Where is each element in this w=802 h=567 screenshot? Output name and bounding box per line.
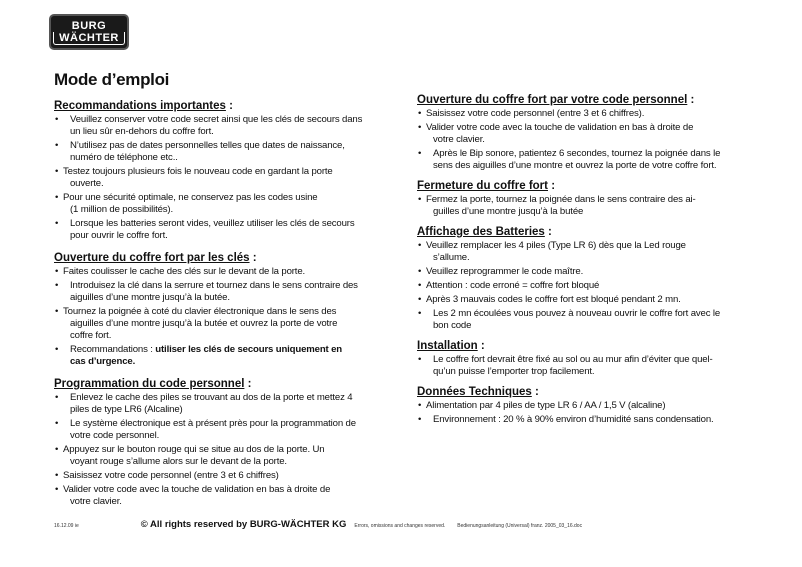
list-item: [417, 194, 767, 218]
list-item: [54, 140, 406, 164]
section: [417, 386, 767, 426]
item-line: [63, 470, 406, 482]
item-text: bon code: [433, 320, 472, 331]
item-line: [426, 206, 767, 218]
item-line: [63, 178, 406, 190]
section: [54, 100, 406, 242]
item-line: [433, 354, 767, 366]
section: [54, 252, 406, 368]
section-heading-text: Fermeture du coffre fort: [417, 180, 548, 192]
bullet-icon: •: [418, 294, 422, 305]
item-text: Après 3 mauvais codes le coffre fort est bloqué pendant 2 mn.: [426, 294, 681, 305]
bullet-icon: •: [418, 122, 422, 133]
list-item: [417, 354, 767, 378]
bullet-icon: •: [418, 354, 422, 365]
item-text: Veuillez remplacer les 4 piles (Type LR 6) dès que la Led rouge: [426, 240, 686, 251]
item-line: [426, 280, 767, 292]
item-text: Le coffre fort devrait être fixé au sol ou au mur afin d’éviter que quel-: [433, 354, 713, 365]
item-text: Testez toujours plusieurs fois le nouveau code en gardant la porte: [63, 166, 333, 177]
list-item: [54, 218, 406, 242]
item-text: Alimentation par 4 piles de type LR 6 / AA / 1,5 V (alcaline): [426, 400, 666, 411]
section-heading: Ouverture du coffre fort par les clés :: [54, 252, 257, 264]
item-line: [426, 108, 767, 120]
item-text: numéro de téléphone etc..: [70, 152, 178, 163]
section-heading: Programmation du code personnel :: [54, 378, 252, 390]
item-line: [70, 280, 406, 292]
item-text: Valider votre code avec la touche de validation en bas à droite de: [426, 122, 694, 133]
bullet-icon: •: [418, 148, 422, 159]
item-text: piles de type LR6 (Alcaline): [70, 404, 183, 415]
section-heading: Installation :: [417, 340, 485, 352]
list-item: [417, 400, 767, 412]
item-text: Les 2 mn écoulées vous pouvez à nouveau ouvrir le coffre fort avec le: [433, 308, 721, 319]
section: [417, 340, 767, 378]
right-column: [417, 94, 767, 434]
item-text: qu’un puisse l’emporter trop facilement.: [433, 366, 595, 377]
item-text: Après le Bip sonore, patientez 6 secondes, tournez la poignée dans le: [433, 148, 721, 159]
emphasis-text: utiliser les clés de secours uniquement en: [155, 344, 343, 355]
list-item: [54, 392, 406, 416]
item-text: (1 million de possibilités).: [70, 204, 173, 215]
list-item: [417, 108, 767, 120]
section: [417, 180, 767, 218]
item-line: [63, 266, 406, 278]
item-text: Attention : code erroné = coffre fort bloqué: [426, 280, 600, 291]
item-line: [70, 392, 406, 404]
list-item: [54, 418, 406, 442]
list-item: [417, 294, 767, 306]
bullet-icon: •: [55, 344, 59, 355]
item-text: Introduisez la clé dans la serrure et tournez dans le sens contraire des: [70, 280, 358, 291]
item-text: aiguilles d’une montre jusqu’à la butée.: [70, 292, 230, 303]
item-line: [70, 292, 406, 304]
item-line: [70, 140, 406, 152]
item-text: Valider votre code avec la touche de validation en bas à droite de: [63, 484, 331, 495]
item-line: [426, 194, 767, 206]
list-item: [417, 266, 767, 278]
item-text: Le système électronique est à présent près pour la programmation de: [70, 418, 356, 429]
item-line: [70, 344, 406, 356]
item-line: [426, 122, 767, 134]
list-item: [54, 192, 406, 216]
item-line: [63, 192, 406, 204]
item-text: Tournez la poignée à coté du clavier électronique dans le sens des: [63, 306, 337, 317]
bullet-icon: •: [55, 192, 59, 203]
bullet-icon: •: [418, 414, 422, 425]
item-line: [433, 148, 767, 160]
page-title: Mode d’emploi: [54, 70, 170, 89]
item-line: [433, 308, 767, 320]
list-item: [54, 266, 406, 278]
item-text: N’utilisez pas de dates personnelles telles que dates de naissance,: [70, 140, 345, 151]
item-text: un lieu sûr en-dehors du coffre fort.: [70, 126, 214, 137]
item-text: Saisissez votre code personnel (entre 3 et 6 chiffres): [63, 470, 279, 481]
item-line: [63, 318, 406, 330]
left-column: [54, 100, 406, 518]
section-heading-text: Programmation du code personnel: [54, 378, 245, 390]
item-line: [433, 160, 767, 172]
item-text: s’allume.: [433, 252, 470, 263]
item-text: Enlevez le cache des piles se trouvant au dos de la porte et mettez 4: [70, 392, 353, 403]
item-line: [63, 444, 406, 456]
list-item: [417, 308, 767, 332]
list-item: [54, 306, 406, 342]
list-item: [417, 240, 767, 264]
item-line: [63, 204, 406, 216]
item-text: Saisissez votre code personnel (entre 3 et 6 chiffres).: [426, 108, 645, 119]
bullet-icon: •: [55, 218, 59, 229]
item-line: [426, 240, 767, 252]
item-line: [70, 356, 406, 368]
item-text: pour ouvrir le coffre fort.: [70, 230, 168, 241]
list-item: [417, 148, 767, 172]
item-line: [70, 114, 406, 126]
item-text: cas d’urgence.: [70, 356, 136, 367]
item-text: Lorsque les batteries seront vides, veuillez utiliser les clés de secours: [70, 218, 355, 229]
item-text: Veuillez reprogrammer le code maître.: [426, 266, 584, 277]
item-text: Veuillez conserver votre code secret ainsi que les clés de secours dans: [70, 114, 363, 125]
item-line: [70, 218, 406, 230]
bullet-icon: •: [55, 306, 59, 317]
item-text: Environnement : 20 % à 90% environ d’humidité sans condensation.: [433, 414, 714, 425]
list-item: [54, 470, 406, 482]
bullet-icon: •: [55, 444, 59, 455]
bullet-icon: •: [418, 108, 422, 119]
item-line: [70, 126, 406, 138]
section-heading-text: Données Techniques: [417, 386, 532, 398]
item-line: [63, 306, 406, 318]
list-item: [54, 344, 406, 368]
item-text: aiguilles d’une montre jusqu’à la butée et ouvrez la porte de votre: [70, 318, 338, 329]
item-line: [70, 230, 406, 242]
item-line: [63, 484, 406, 496]
item-text: Appuyez sur le bouton rouge qui se situe au dos de la porte. Un: [63, 444, 325, 455]
list-item: [417, 414, 767, 426]
item-text: guilles d’une montre jusqu’à la butée: [433, 206, 584, 217]
item-text: Pour une sécurité optimale, ne conservez pas les codes usine: [63, 192, 318, 203]
footer: [54, 519, 774, 530]
item-line: [426, 252, 767, 264]
footer-copyright: © All rights reserved by BURG-WÄCHTER KG: [140, 519, 347, 530]
bullet-icon: •: [55, 166, 59, 177]
section: [417, 94, 767, 172]
item-line: [70, 430, 406, 442]
item-line: [426, 266, 767, 278]
list-item: [417, 280, 767, 292]
item-text: Faites coulisser le cache des clés sur le devant de la porte.: [63, 266, 306, 277]
bullet-icon: •: [55, 392, 59, 403]
bullet-icon: •: [418, 400, 422, 411]
item-text: Recommandations :: [70, 344, 156, 355]
section-heading-text: Installation: [417, 340, 478, 352]
list-item: [54, 114, 406, 138]
bullet-icon: •: [55, 418, 59, 429]
section-heading-text: Ouverture du coffre fort par les clés: [54, 252, 250, 264]
bullet-icon: •: [55, 280, 59, 291]
section-heading: Recommandations importantes :: [54, 100, 233, 112]
item-line: [426, 134, 767, 146]
bullet-icon: •: [55, 140, 59, 151]
bullet-icon: •: [418, 194, 422, 205]
section-heading: Données Techniques :: [417, 386, 539, 398]
item-line: [63, 166, 406, 178]
item-line: [70, 152, 406, 164]
item-line: [70, 418, 406, 430]
section-heading: Ouverture du coffre fort par votre code personnel :: [417, 94, 695, 106]
bullet-icon: •: [55, 470, 59, 481]
bullet-icon: •: [418, 308, 422, 319]
bullet-icon: •: [418, 280, 422, 291]
bullet-icon: •: [418, 266, 422, 277]
item-line: [433, 366, 767, 378]
list-item: [54, 280, 406, 304]
item-line: [433, 320, 767, 332]
item-line: [63, 330, 406, 342]
brand-logo: BURG WÄCHTER: [49, 14, 129, 50]
item-text: Fermez la porte, tournez la poignée dans le sens contraire des ai-: [426, 194, 696, 205]
item-text: sens des aiguilles d’une montre et ouvrez la porte de votre coffre fort.: [433, 160, 717, 171]
footer-file: Bedienungsanleitung (Universal) franz. 2005_03_16.doc: [457, 523, 583, 529]
bullet-icon: •: [55, 114, 59, 125]
item-line: [426, 294, 767, 306]
item-line: [433, 414, 767, 426]
item-text: votre clavier.: [433, 134, 485, 145]
item-text: voyant rouge s’allume alors sur le devant de la porte.: [70, 456, 287, 467]
item-text: votre clavier.: [70, 496, 122, 507]
item-line: [63, 456, 406, 468]
item-line: [63, 496, 406, 508]
bullet-icon: •: [55, 266, 59, 277]
section-heading-text: Ouverture du coffre fort par votre code personnel: [417, 94, 688, 106]
list-item: [54, 166, 406, 190]
section: [417, 226, 767, 332]
list-item: [54, 444, 406, 468]
section-heading: Affichage des Batteries :: [417, 226, 552, 238]
item-text: coffre fort.: [70, 330, 112, 341]
footer-date: 16.12.09 ie: [54, 523, 79, 529]
section: [54, 378, 406, 508]
item-line: [70, 404, 406, 416]
section-heading: Fermeture du coffre fort :: [417, 180, 556, 192]
item-text: ouverte.: [70, 178, 104, 189]
item-text: votre code personnel.: [70, 430, 160, 441]
bullet-icon: •: [55, 484, 59, 495]
list-item: [417, 122, 767, 146]
bullet-icon: •: [418, 240, 422, 251]
section-heading-text: Recommandations importantes: [54, 100, 226, 112]
section-heading-text: Affichage des Batteries: [417, 226, 545, 238]
footer-note: Errors, omissions and changes reserved.: [354, 523, 446, 529]
list-item: [54, 484, 406, 508]
item-line: [426, 400, 767, 412]
